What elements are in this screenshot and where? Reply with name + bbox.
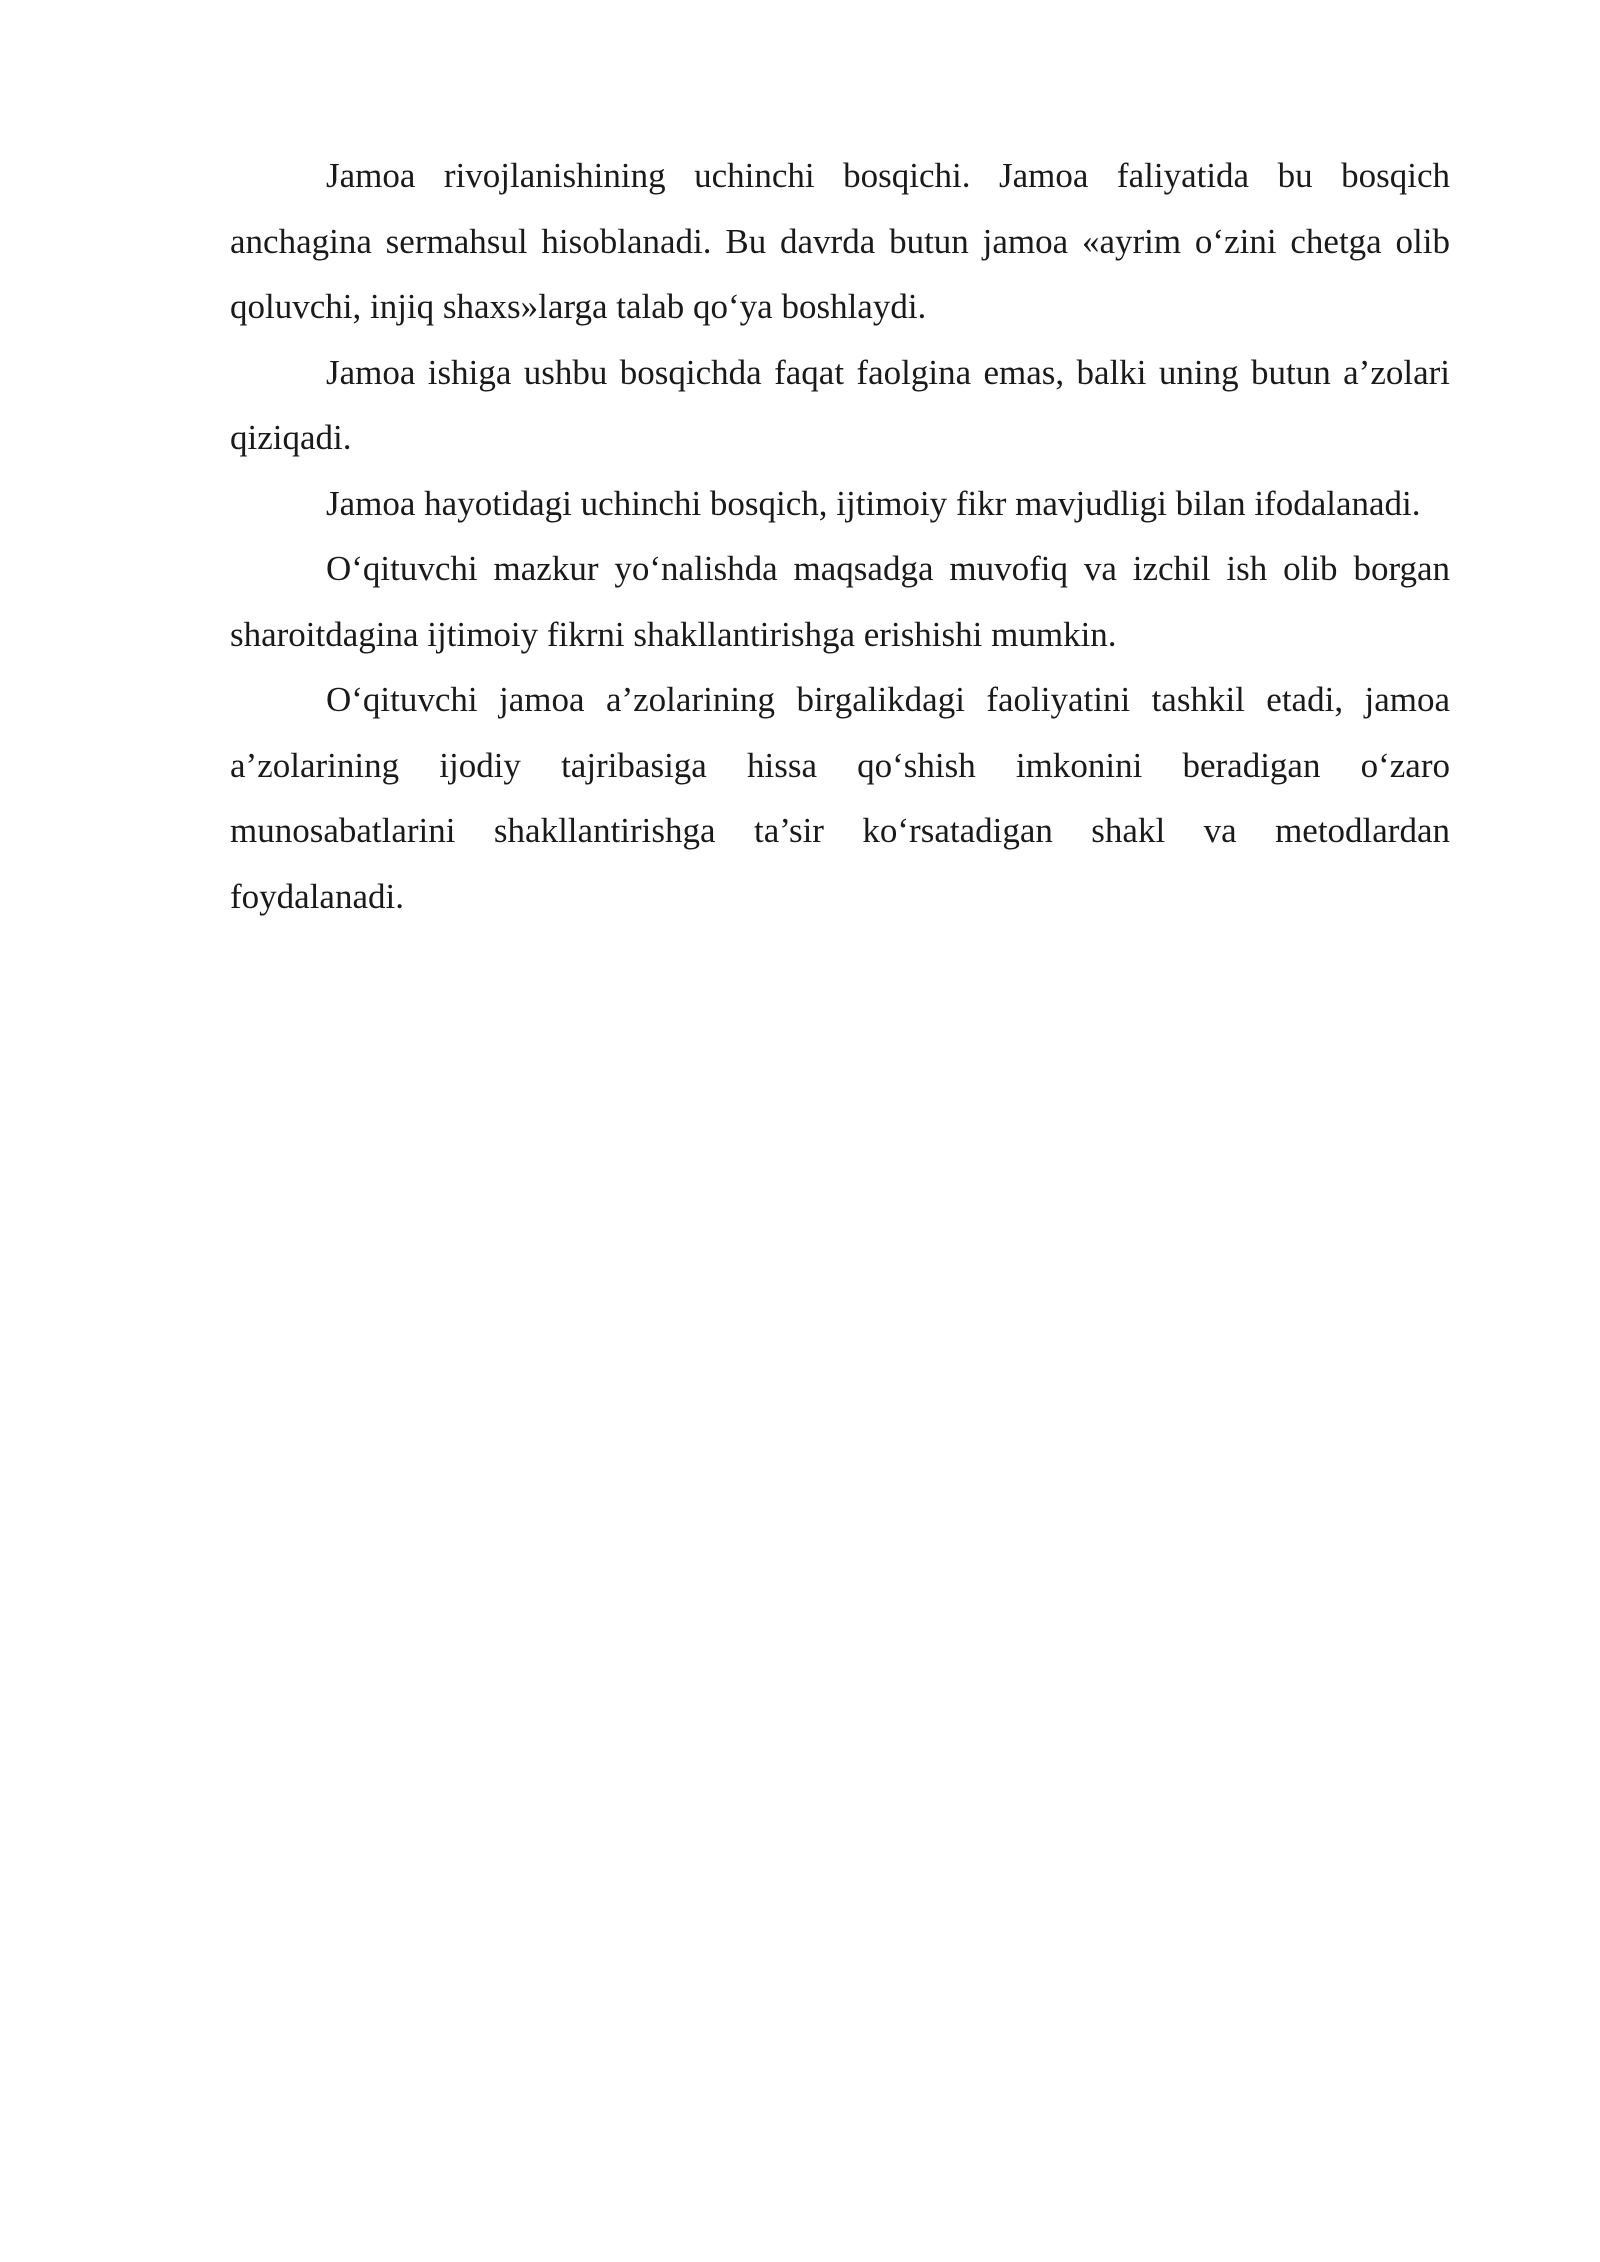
paragraph-4: O‘qituvchi mazkur yo‘nalishda maqsadga muvofiq va izchil ish olib borgan sharoitdagina ijtimoiy fikrni shakllantirishga erishishi mumkin. [230, 549, 1450, 654]
paragraph-3: Jamoa hayotidagi uchinchi bosqich, ijtimoiy fikr mavjudligi bilan ifodalanadi. [326, 483, 1421, 523]
paragraph-1: Jamoa rivojlanishining uchinchi bosqichi. Jamoa faliyatida bu bosqich anchagina sermahsul hisoblanadi. Bu davrda butun jamoa «ayrim o‘zini chetga olib qoluvchi, injiq shaxs»larga talab qo‘ya boshlaydi. [230, 156, 1450, 326]
paragraph-2: Jamoa ishiga ushbu bosqichda faqat faolgina emas, balki uning butun a’zolari qiziqadi. [230, 352, 1450, 457]
document-body [230, 143, 1450, 929]
paragraph-5: O‘qituvchi jamoa a’zolarining birgalikdagi faoliyatini tashkil etadi, jamoa a’zolarining ijodiy tajribasiga hissa qo‘shish imkonini beradigan o‘zaro munosabatlarini shakllantirishga ta’sir ko‘rsatadigan shakl va metodlardan foydalanadi. [230, 680, 1450, 916]
